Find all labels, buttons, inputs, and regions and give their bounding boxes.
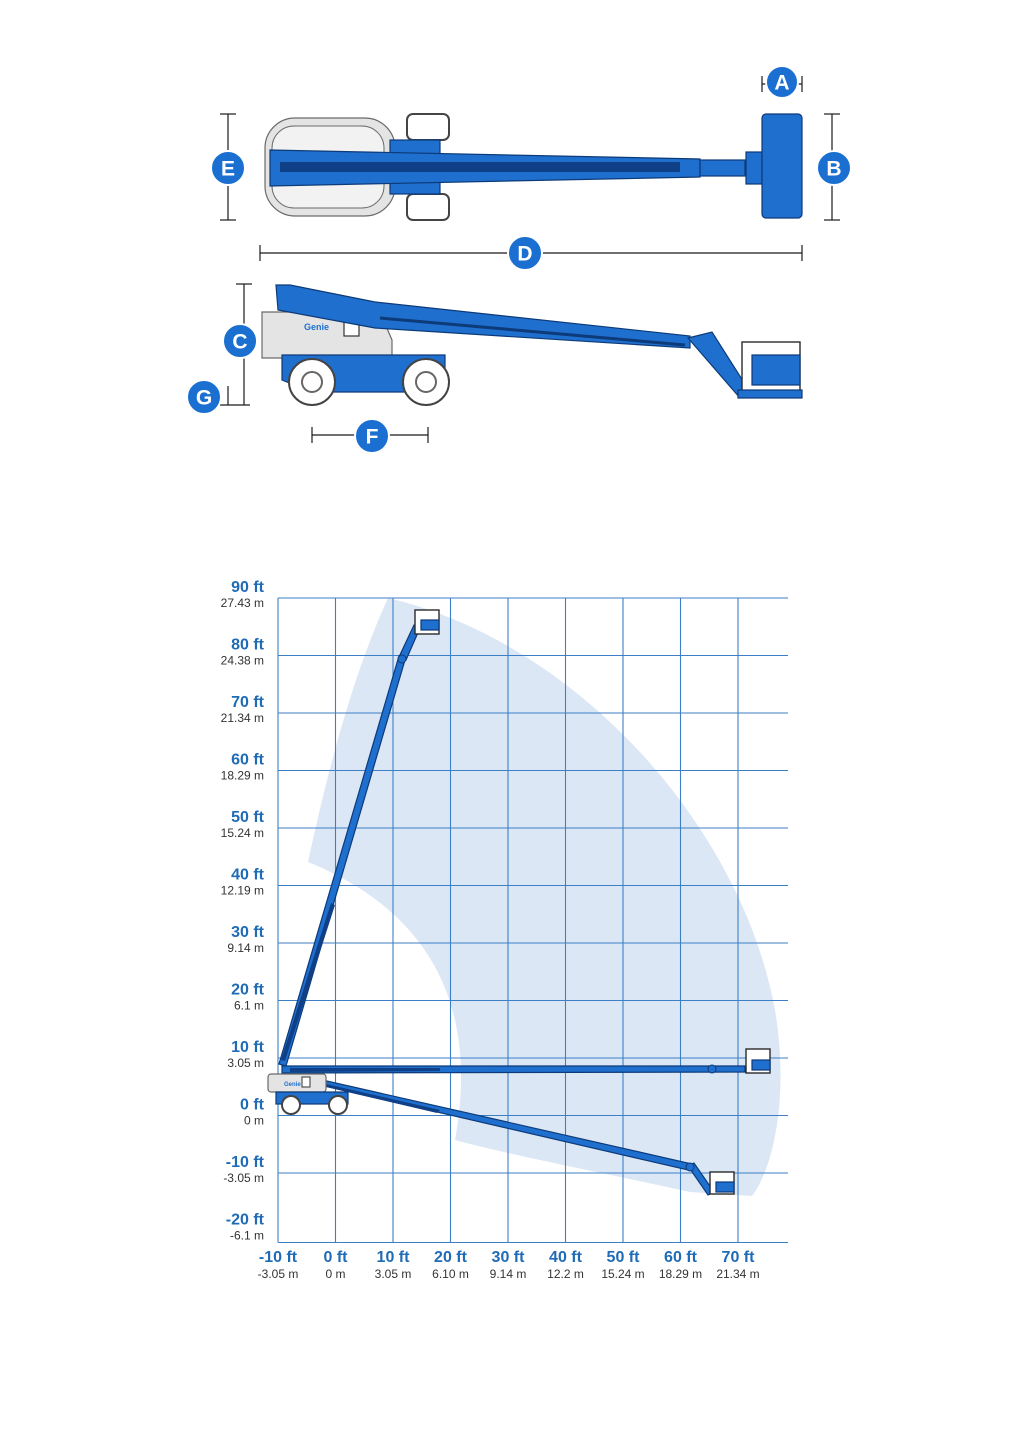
boom-vertical-shade	[281, 903, 335, 1061]
y-tick-ft-label: 80 ft	[231, 636, 264, 654]
y-tick-m-label: 24.38 m	[220, 653, 264, 668]
badge-g-label: G	[195, 386, 213, 410]
y-tick-ft-label: 50 ft	[231, 809, 264, 826]
chart-machine-brand: Genie	[284, 1082, 301, 1088]
side-tire-rear	[289, 359, 335, 405]
boom-vertical-joint	[398, 655, 406, 663]
boom-below-basket-panel	[716, 1182, 734, 1192]
x-tick-m-label: 6.10 m	[432, 1267, 469, 1281]
x-tick-ft-label: 20 ft	[434, 1249, 467, 1266]
x-tick-ft-label: -10 ft	[258, 1249, 298, 1266]
working-envelope	[308, 598, 781, 1196]
y-tick-m-label: 21.34 m	[220, 711, 264, 725]
x-tick-ft-label: 60 ft	[664, 1249, 697, 1266]
x-tick-m-label: 0 m	[325, 1267, 346, 1281]
x-tick-ft-label: 40 ft	[549, 1249, 582, 1266]
boom-horizontal-joint	[708, 1065, 716, 1073]
badge-a-label: A	[774, 71, 790, 95]
y-tick-m-label: -6.1 m	[229, 1228, 264, 1243]
badge-e	[211, 151, 245, 185]
y-tick-m-label: 9.14 m	[227, 941, 264, 955]
badge-b-label: B	[826, 157, 842, 181]
side-tire-front	[403, 359, 449, 405]
y-tick-m-label: 12.19 m	[220, 883, 264, 898]
x-tick-m-label: 15.24 m	[601, 1267, 645, 1281]
badge-g	[187, 380, 221, 414]
boom-below-joint	[686, 1163, 694, 1171]
y-tick-ft-label: 60 ft	[231, 751, 264, 769]
side-basket-panel	[752, 355, 800, 385]
x-tick-m-label: 12.2 m	[547, 1267, 584, 1281]
y-tick-ft-label: -10 ft	[225, 1154, 264, 1171]
side-view	[220, 284, 802, 443]
x-tick-m-label: 21.34 m	[716, 1267, 760, 1281]
y-tick-ft-label: -20 ft	[225, 1211, 264, 1229]
y-tick-ft-label: 90 ft	[231, 579, 264, 596]
side-brand-logo: Genie	[304, 322, 330, 332]
boom-vertical-basket-panel	[421, 620, 439, 630]
y-tick-m-label: 15.24 m	[220, 826, 264, 840]
badge-b	[817, 151, 851, 185]
badge-e-label: E	[220, 157, 236, 181]
y-tick-m-label: 6.1 m	[233, 998, 264, 1013]
chart-machine-control	[302, 1077, 310, 1087]
badge-f	[355, 419, 389, 453]
y-tick-ft-label: 40 ft	[231, 866, 264, 884]
top-tire-upper	[407, 114, 449, 140]
badge-f-label: F	[365, 425, 379, 449]
badge-c-label: C	[232, 330, 248, 354]
x-tick-ft-label: 0 ft	[323, 1249, 348, 1266]
x-axis-ticks	[258, 1249, 760, 1281]
y-axis-ticks	[221, 579, 265, 1243]
y-tick-ft-label: 30 ft	[231, 924, 264, 941]
y-tick-m-label: 27.43 m	[220, 596, 264, 610]
badge-d	[508, 236, 542, 270]
chart-machine-tire-front	[329, 1096, 347, 1114]
top-rotator	[746, 152, 762, 184]
y-tick-ft-label: 0 ft	[240, 1096, 264, 1114]
side-jib	[688, 332, 750, 398]
x-tick-m-label: 18.29 m	[658, 1267, 703, 1281]
x-tick-m-label: -3.05 m	[257, 1267, 299, 1281]
top-view	[220, 76, 840, 261]
range-chart	[221, 579, 788, 1281]
top-tire-lower	[407, 194, 449, 220]
y-tick-m-label: 18.29 m	[220, 768, 264, 783]
x-tick-ft-label: 10 ft	[376, 1249, 410, 1266]
y-tick-ft-label: 70 ft	[231, 694, 264, 711]
y-tick-m-label: -3.05 m	[223, 1171, 264, 1185]
y-tick-m-label: 3.05 m	[227, 1056, 264, 1070]
y-tick-ft-label: 10 ft	[231, 1039, 264, 1056]
badge-a	[766, 66, 798, 98]
side-basket-floor	[738, 390, 802, 398]
x-tick-m-label: 3.05 m	[374, 1267, 412, 1281]
badge-d-label: D	[517, 242, 533, 266]
top-jib	[700, 160, 745, 176]
chart-machine-tire-rear	[282, 1096, 300, 1114]
top-boom-inner	[280, 162, 680, 172]
badge-c	[223, 324, 257, 358]
boom-horizontal-basket-panel	[752, 1060, 770, 1070]
x-tick-ft-label: 70 ft	[721, 1249, 755, 1266]
top-platform	[762, 114, 802, 218]
x-tick-m-label: 9.14 m	[489, 1267, 527, 1281]
x-tick-ft-label: 30 ft	[491, 1249, 525, 1266]
y-tick-m-label: 0 m	[243, 1113, 264, 1128]
x-tick-ft-label: 50 ft	[606, 1249, 640, 1266]
y-tick-ft-label: 20 ft	[231, 981, 264, 999]
